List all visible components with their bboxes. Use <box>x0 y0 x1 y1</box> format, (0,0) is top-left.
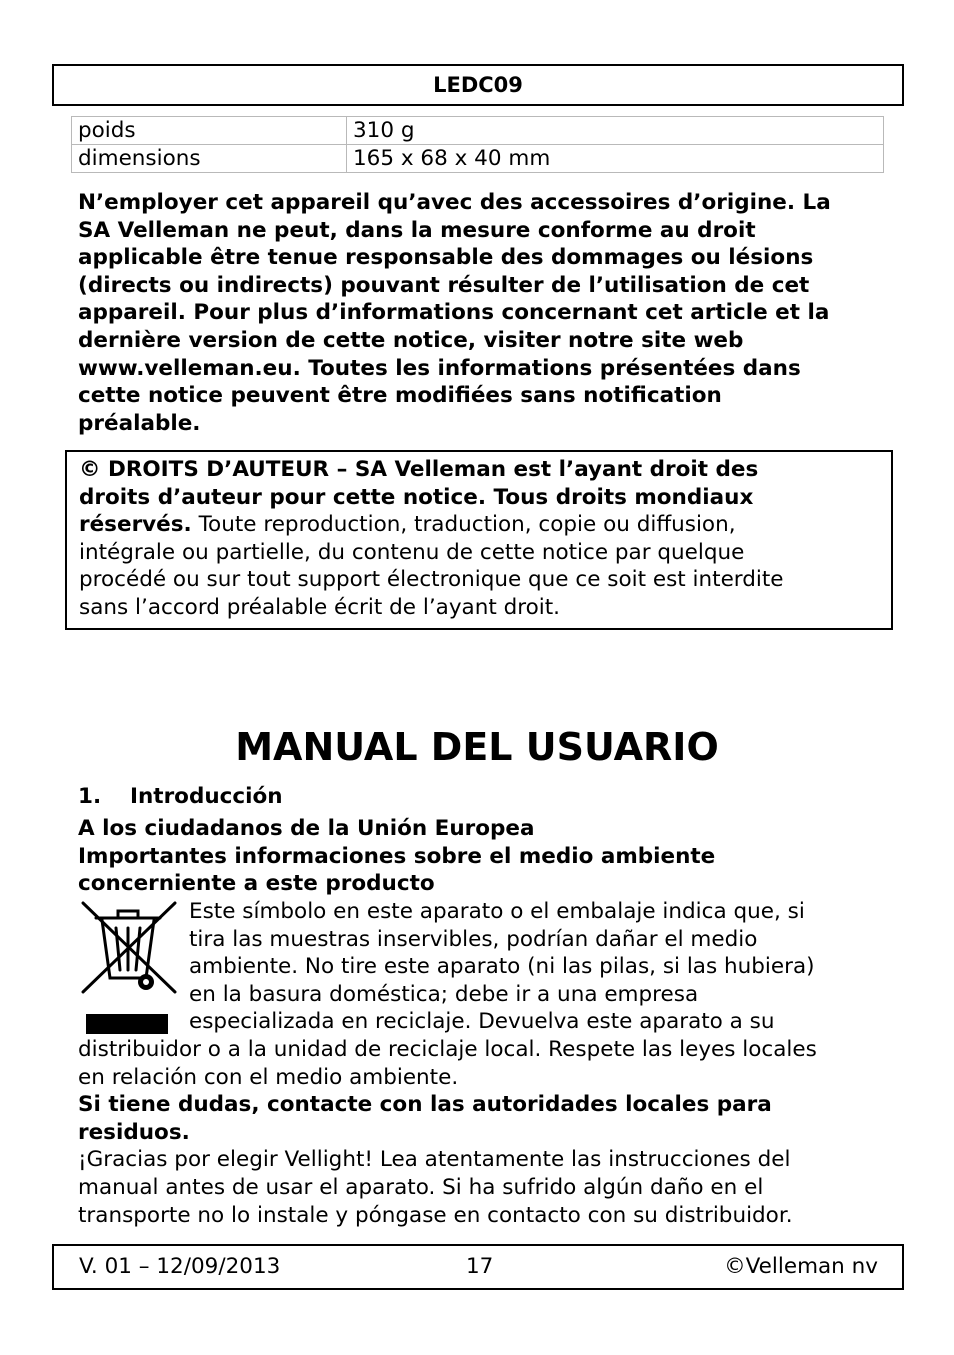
weee-text-continued <box>78 1036 878 1229</box>
text-line: procédé ou sur tout support électronique que ce soit est interdite <box>79 567 784 593</box>
text-line: concerniente a este producto <box>78 871 435 897</box>
spec-key: poids <box>72 117 347 145</box>
text-line: appareil. Pour plus d’informations concernant cet article et la <box>78 300 830 326</box>
text-line: en relación con el medio ambiente. <box>78 1064 459 1090</box>
text-line: sans l’accord préalable écrit de l’ayant droit. <box>79 594 561 620</box>
text-line: A los ciudadanos de la Unión Europea <box>78 816 535 841</box>
section-title: Introducción <box>130 784 283 809</box>
section-heading <box>78 783 283 810</box>
text-line: ¡Gracias por elegir Vellight! Lea atentamente las instrucciones del <box>78 1147 791 1173</box>
text-line: residuos. <box>78 1119 190 1145</box>
text-line: Este símbolo en este aparato o el embalaje indica que, si <box>189 899 805 924</box>
text-line: intégrale ou partielle, du contenu de cette notice par quelque <box>79 539 745 565</box>
text-line: transporte no lo instale y póngase en contacto con su distribuidor. <box>78 1202 793 1228</box>
crossed-out-wheelie-bin-icon <box>80 898 178 1036</box>
table-row <box>72 145 884 173</box>
text-line: distribuidor o a la unidad de reciclaje local. Respete las leyes locales <box>78 1037 817 1062</box>
text-line: dernière version de cette notice, visiter notre site web <box>78 327 744 353</box>
eu-heading <box>78 815 878 898</box>
text-normal: Toute reproduction, traduction, copie ou diffusion, <box>191 512 736 538</box>
text-line: manual antes de usar el aparato. Si ha sufrido algún daño en el <box>78 1174 764 1200</box>
spec-value: 310 g <box>347 117 884 145</box>
version-label: V. 01 – 12/09/2013 <box>79 1254 281 1279</box>
text-line: applicable être tenue responsable des dommages ou lésions <box>78 245 814 271</box>
manual-title: MANUAL DEL USUARIO <box>235 725 719 769</box>
fr-notice <box>78 189 878 437</box>
page-header <box>52 64 904 106</box>
spec-value: 165 x 68 x 40 mm <box>347 145 884 173</box>
footer-copyright: ©Velleman nv <box>724 1254 878 1279</box>
text-line: SA Velleman ne peut, dans la mesure conforme au droit <box>78 217 756 243</box>
text-bold: réservés. <box>79 512 192 538</box>
specs-table <box>71 116 884 173</box>
text-line: préalable. <box>78 410 201 436</box>
text-line: Importantes informaciones sobre el medio ambiente <box>78 843 716 869</box>
section-number: 1. <box>78 784 102 809</box>
model-number: LEDC09 <box>433 73 523 97</box>
page-number: 17 <box>466 1254 494 1279</box>
text-line: tira las muestras inservibles, podrían dañar el medio <box>189 926 758 952</box>
spec-key: dimensions <box>72 145 347 173</box>
table-row <box>72 117 884 145</box>
text-line: cette notice peuvent être modifiées sans notification <box>78 383 722 409</box>
text-line: www.velleman.eu. Toutes les informations présentées dans <box>78 355 801 381</box>
page-footer <box>52 1244 904 1290</box>
copyright-box <box>65 450 893 630</box>
text-line: © DROITS D’AUTEUR – SA Velleman est l’ayant droit des <box>79 457 759 482</box>
text-line <box>79 511 891 539</box>
text-line: Si tiene dudas, contacte con las autoridades locales para <box>78 1092 772 1118</box>
text-line: en la basura doméstica; debe ir a una empresa <box>189 981 699 1007</box>
text-line: especializada en reciclaje. Devuelva este aparato a su <box>189 1009 775 1035</box>
text-line: droits d’auteur pour cette notice. Tous droits mondiaux <box>79 484 754 510</box>
text-line: ambiente. No tire este aparato (ni las pilas, si las hubiera) <box>189 954 815 980</box>
text-line: (directs ou indirects) pouvant résulter de l’utilisation de cet <box>78 272 810 298</box>
text-line: N’employer cet appareil qu’avec des accessoires d’origine. La <box>78 190 831 215</box>
